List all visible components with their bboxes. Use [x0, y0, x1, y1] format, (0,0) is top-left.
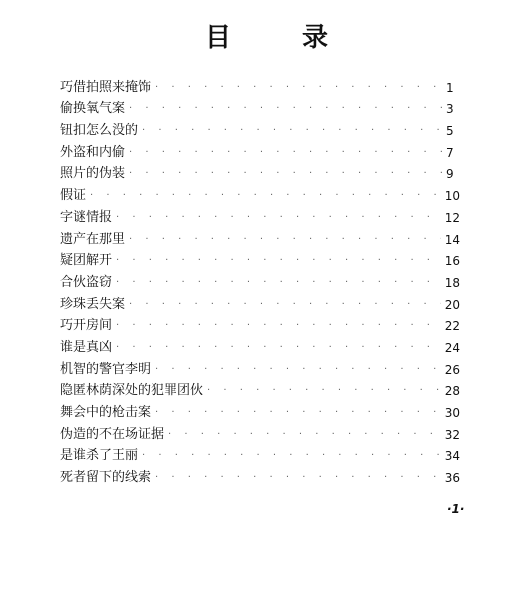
toc-entry-title: 疑团解开	[60, 253, 113, 269]
toc-entry-page: 10	[444, 189, 460, 204]
toc-leader-dots	[142, 124, 442, 138]
toc-entry-page: 14	[444, 232, 460, 247]
toc-leader-dots	[129, 102, 442, 116]
toc-leader-dots	[207, 384, 441, 398]
toc-leader-dots	[155, 406, 441, 420]
toc-leader-dots	[116, 276, 441, 290]
toc-leader-dots	[116, 211, 441, 225]
toc-entry-title: 巧开房间	[60, 318, 113, 334]
toc-entry	[60, 465, 460, 487]
toc-leader-dots	[116, 254, 441, 268]
toc-entry-page: 7	[446, 145, 454, 160]
toc-leader-dots	[142, 449, 441, 463]
toc-leader-dots	[129, 146, 442, 160]
toc-entry-page: 3	[446, 102, 454, 117]
toc-entry-page: 5	[446, 124, 454, 139]
toc-entry-title: 巧借拍照来掩饰	[60, 79, 152, 95]
toc-leader-dots	[155, 471, 441, 485]
toc-entry	[60, 270, 460, 292]
toc-entry-page: 12	[444, 210, 460, 225]
toc-entry	[60, 205, 460, 227]
toc-entry-page: 32	[444, 427, 460, 442]
toc-entry-title: 假证	[60, 188, 87, 204]
toc-entry-title: 伪造的不在场证据	[60, 426, 165, 442]
toc-entry-title: 谁是真凶	[60, 339, 113, 355]
toc-leader-dots	[168, 428, 441, 442]
toc-entry-page: 9	[446, 167, 454, 182]
toc-leader-dots	[116, 341, 441, 355]
toc-entry-page: 34	[444, 449, 460, 464]
toc-entry	[60, 249, 460, 271]
toc-entry	[60, 162, 460, 184]
toc-leader-dots	[155, 81, 442, 95]
toc-entry-title: 字谜情报	[60, 209, 113, 225]
toc-entry	[60, 444, 460, 466]
toc-entry-title: 偷换氧气案	[60, 101, 126, 117]
toc-entry-page: 26	[444, 362, 460, 377]
title-char-lu: 录	[302, 23, 329, 53]
toc-entry-title: 隐匿林荫深处的犯罪团伙	[60, 383, 204, 399]
toc-entry-title: 照片的伪装	[60, 166, 126, 182]
toc-leader-dots	[129, 167, 442, 181]
toc-entry	[60, 357, 460, 379]
toc-entry-title: 机智的警官李明	[60, 361, 152, 377]
toc-entry	[60, 140, 460, 162]
toc-entry-title: 合伙盗窃	[60, 274, 113, 290]
toc-entry-page: 1	[446, 80, 454, 95]
toc-entry-title: 外盗和内偷	[60, 144, 126, 160]
toc-entry-title: 珍珠丢失案	[60, 296, 126, 312]
toc-entry	[60, 75, 460, 97]
toc-entry	[60, 314, 460, 336]
toc-entry-page: 20	[444, 297, 460, 312]
title-char-mu: 目	[205, 23, 232, 53]
toc-leader-dots	[90, 189, 441, 203]
toc-leader-dots	[129, 298, 441, 312]
toc-entry-page: 36	[444, 471, 460, 486]
toc-entry	[60, 227, 460, 249]
toc-leader-dots	[129, 233, 441, 247]
toc-entry-page: 28	[444, 384, 460, 399]
toc-entry	[60, 183, 460, 205]
toc-entry	[60, 422, 460, 444]
toc-entry-page: 30	[444, 406, 460, 420]
toc-entry	[60, 97, 460, 119]
toc-entry	[60, 118, 460, 140]
toc-entry-title: 是谁杀了王丽	[60, 448, 139, 464]
toc-entry	[60, 292, 460, 314]
table-of-contents	[60, 75, 460, 487]
toc-entry-title: 遗产在那里	[60, 231, 126, 247]
page-number: ·1·	[447, 502, 465, 516]
toc-entry-page: 24	[444, 340, 460, 355]
toc-entry-title: 钮扣怎么没的	[60, 123, 139, 139]
toc-leader-dots	[155, 363, 441, 377]
toc-entry	[60, 400, 460, 422]
toc-entry-title: 死者留下的线索	[60, 470, 152, 486]
page-title	[0, 20, 505, 56]
toc-leader-dots	[116, 319, 441, 333]
toc-entry-page: 18	[444, 275, 460, 290]
toc-entry	[60, 335, 460, 357]
toc-entry-page: 22	[444, 319, 460, 334]
toc-entry-page: 16	[444, 254, 460, 269]
toc-entry	[60, 379, 460, 401]
toc-entry-title: 舞会中的枪击案	[60, 405, 152, 420]
